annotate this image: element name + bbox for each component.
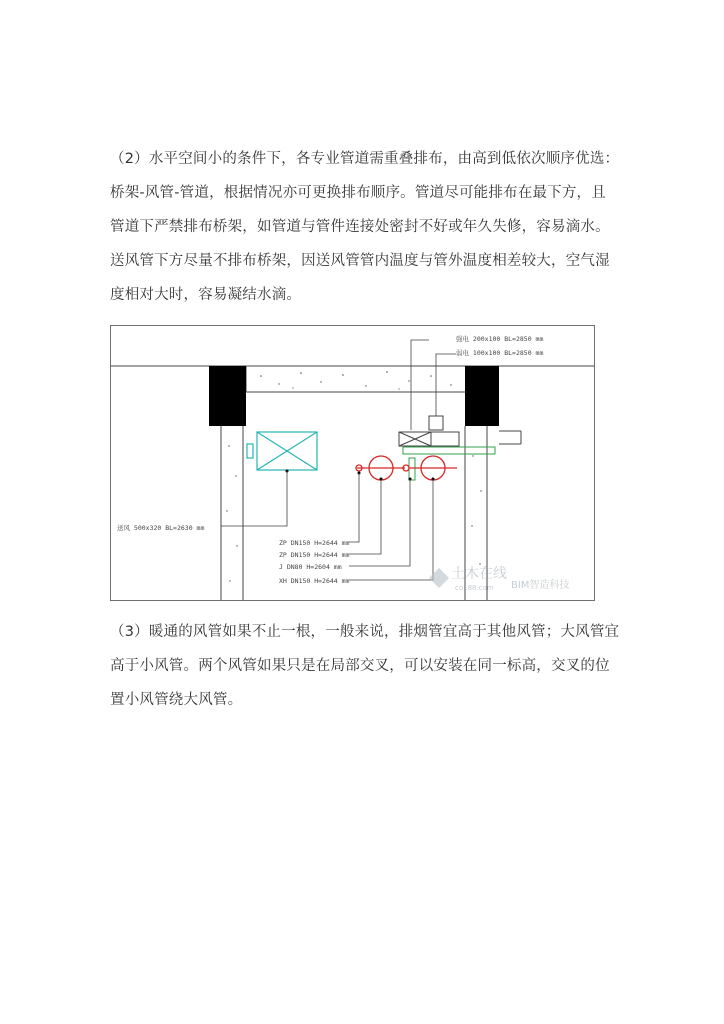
wall-left xyxy=(221,426,243,600)
paragraph-line: 高于小风管。两个风管如果只是在局部交叉，可以安装在同一标高，交叉的位 xyxy=(110,658,610,674)
cad-drawing xyxy=(111,326,594,600)
beam-right xyxy=(499,431,521,444)
supply-air-duct xyxy=(247,432,317,470)
column-right xyxy=(465,366,499,426)
paragraph-line: 管道下严禁排布桥架，如管道与管件连接处密封不好或年久失修，容易滴水。 xyxy=(110,219,610,235)
cable-tray-green xyxy=(403,447,495,480)
cable-tray xyxy=(399,416,459,446)
label-pipe-j: J DN80 H=2604 mm xyxy=(279,563,342,571)
paragraph-line: 度相对大时，容易凝结水滴。 xyxy=(110,287,302,303)
pipe-center-dots xyxy=(358,472,435,481)
watermark-site: co188.com xyxy=(455,584,494,592)
concrete-hatch xyxy=(260,371,451,389)
label-pipe-zp2: ZP DN150 H=2644 mm xyxy=(279,551,350,559)
label-supply-air: 送风 500x320 BL=2630 mm xyxy=(117,524,205,532)
paragraph-duct-priority xyxy=(110,615,630,717)
column-left xyxy=(209,366,246,426)
ceiling-slab xyxy=(111,366,594,392)
paragraph-line: 桥架-风管-管道，根据情况亦可更换排布顺序。管道尽可能排布在最下方，且 xyxy=(110,185,606,201)
cad-section-figure xyxy=(110,325,595,601)
paragraph-line: （2）水平空间小的条件下，各专业管道需重叠排布，由高到低依次顺序优选： xyxy=(110,151,620,167)
watermark-studio: BIM智造科技 xyxy=(511,580,570,591)
pipes xyxy=(356,456,457,480)
paragraph-line: 送风管下方尽量不排布桥架，因送风管管内温度与管外温度相差较大，空气湿 xyxy=(110,253,610,269)
label-pipe-xh: XH DN150 H=2644 mm xyxy=(279,577,350,585)
paragraph-line: （3）暖通的风管如果不止一根，一般来说，排烟管宜高于其他风管；大风管宜 xyxy=(110,624,620,640)
watermark-logo-icon xyxy=(429,568,449,588)
paragraph-stacking-order xyxy=(110,142,630,312)
label-strong-power: 强电 200x100 BL=2850 mm xyxy=(456,335,544,343)
paragraph-line: 置小风管绕大风管。 xyxy=(110,692,243,708)
label-weak-power: 弱电 100x100 BL=2850 mm xyxy=(456,349,544,357)
label-pipe-zp1: ZP DN150 H=2644 mm xyxy=(279,539,350,547)
watermark-brand: 土木在线 xyxy=(451,566,507,582)
watermark xyxy=(429,565,569,592)
